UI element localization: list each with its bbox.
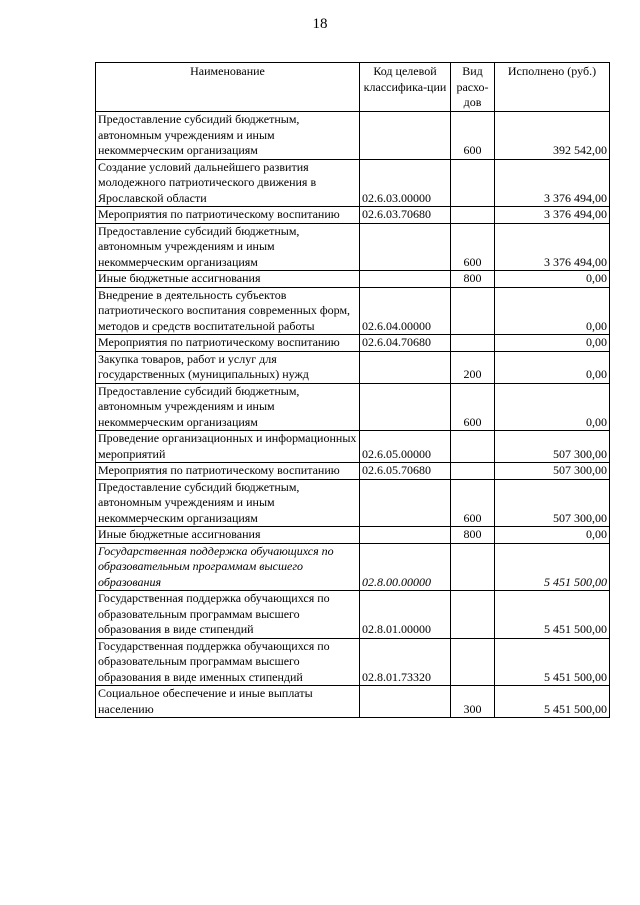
row-type: 600 — [451, 383, 495, 431]
row-code — [360, 686, 451, 718]
row-code: 02.8.01.73320 — [360, 638, 451, 686]
table-row — [96, 431, 610, 463]
row-code: 02.6.05.00000 — [360, 431, 451, 463]
table-body — [96, 112, 610, 718]
row-name: Социальное обеспечение и иные выплаты населению — [96, 686, 360, 718]
row-code — [360, 351, 451, 383]
row-sum: 3 376 494,00 — [495, 223, 610, 271]
row-type: 600 — [451, 223, 495, 271]
row-sum: 5 451 500,00 — [495, 543, 610, 591]
table-row — [96, 527, 610, 544]
row-name: Проведение организационных и информационных мероприятий — [96, 431, 360, 463]
row-code — [360, 479, 451, 527]
row-type — [451, 159, 495, 207]
row-sum: 3 376 494,00 — [495, 207, 610, 224]
row-name: Государственная поддержка обучающихся по образовательным программам высшего образования в виде именных стипендий — [96, 638, 360, 686]
budget-table — [95, 62, 610, 718]
row-type — [451, 591, 495, 639]
header-name: Наименование — [96, 63, 360, 112]
row-name: Предоставление субсидий бюджетным, автономным учреждениям и иным некоммерческим организациям — [96, 479, 360, 527]
row-type: 800 — [451, 527, 495, 544]
row-code: 02.6.03.70680 — [360, 207, 451, 224]
row-name: Предоставление субсидий бюджетным, автономным учреждениям и иным некоммерческим организациям — [96, 223, 360, 271]
table-row — [96, 591, 610, 639]
table-row — [96, 159, 610, 207]
table-row — [96, 686, 610, 718]
row-sum: 507 300,00 — [495, 431, 610, 463]
row-name: Закупка товаров, работ и услуг для государственных (муниципальных) нужд — [96, 351, 360, 383]
row-name: Предоставление субсидий бюджетным, автономным учреждениям и иным некоммерческим организациям — [96, 383, 360, 431]
row-name: Мероприятия по патриотическому воспитанию — [96, 463, 360, 480]
table-row — [96, 335, 610, 352]
table-row — [96, 207, 610, 224]
row-sum: 0,00 — [495, 383, 610, 431]
table-row — [96, 543, 610, 591]
row-sum: 0,00 — [495, 335, 610, 352]
row-sum: 0,00 — [495, 351, 610, 383]
table-header-row — [96, 63, 610, 112]
row-name: Предоставление субсидий бюджетным, автономным учреждениям и иным некоммерческим организациям — [96, 112, 360, 160]
row-code — [360, 271, 451, 288]
header-type: Вид расхо-дов — [451, 63, 495, 112]
row-sum: 507 300,00 — [495, 479, 610, 527]
table-row — [96, 383, 610, 431]
table-row — [96, 638, 610, 686]
row-code: 02.6.04.00000 — [360, 287, 451, 335]
row-type — [451, 287, 495, 335]
row-code: 02.6.05.70680 — [360, 463, 451, 480]
row-sum: 5 451 500,00 — [495, 638, 610, 686]
header-code: Код целевой классифика-ции — [360, 63, 451, 112]
page-number: 18 — [312, 16, 328, 32]
table-row — [96, 112, 610, 160]
row-type — [451, 431, 495, 463]
row-name: Иные бюджетные ассигнования — [96, 527, 360, 544]
table-row — [96, 463, 610, 480]
row-sum: 507 300,00 — [495, 463, 610, 480]
row-name: Внедрение в деятельность субъектов патриотического воспитания современных форм, методов и средств воспитательной работы — [96, 287, 360, 335]
row-code — [360, 223, 451, 271]
row-sum: 5 451 500,00 — [495, 686, 610, 718]
row-sum: 392 542,00 — [495, 112, 610, 160]
table-row — [96, 287, 610, 335]
row-name: Создание условий дальнейшего развития молодежного патриотического движения в Ярославской области — [96, 159, 360, 207]
row-code — [360, 527, 451, 544]
table-row — [96, 479, 610, 527]
row-type — [451, 638, 495, 686]
row-type: 300 — [451, 686, 495, 718]
row-type: 800 — [451, 271, 495, 288]
row-sum: 0,00 — [495, 287, 610, 335]
row-type: 600 — [451, 479, 495, 527]
table-row — [96, 351, 610, 383]
row-type: 200 — [451, 351, 495, 383]
table-row — [96, 271, 610, 288]
row-name: Иные бюджетные ассигнования — [96, 271, 360, 288]
row-code: 02.6.03.00000 — [360, 159, 451, 207]
header-sum: Исполнено (руб.) — [495, 63, 610, 112]
row-name: Мероприятия по патриотическому воспитанию — [96, 335, 360, 352]
row-sum: 5 451 500,00 — [495, 591, 610, 639]
row-code: 02.6.04.70680 — [360, 335, 451, 352]
row-sum: 3 376 494,00 — [495, 159, 610, 207]
row-name: Мероприятия по патриотическому воспитанию — [96, 207, 360, 224]
row-type — [451, 335, 495, 352]
row-type: 600 — [451, 112, 495, 160]
row-sum: 0,00 — [495, 527, 610, 544]
row-name: Государственная поддержка обучающихся по образовательным программам высшего образования — [96, 543, 360, 591]
row-sum: 0,00 — [495, 271, 610, 288]
row-code — [360, 112, 451, 160]
row-type — [451, 207, 495, 224]
row-type — [451, 463, 495, 480]
row-name: Государственная поддержка обучающихся по образовательным программам высшего образования в виде стипендий — [96, 591, 360, 639]
row-code: 02.8.00.00000 — [360, 543, 451, 591]
row-code — [360, 383, 451, 431]
row-type — [451, 543, 495, 591]
table-row — [96, 223, 610, 271]
row-code: 02.8.01.00000 — [360, 591, 451, 639]
